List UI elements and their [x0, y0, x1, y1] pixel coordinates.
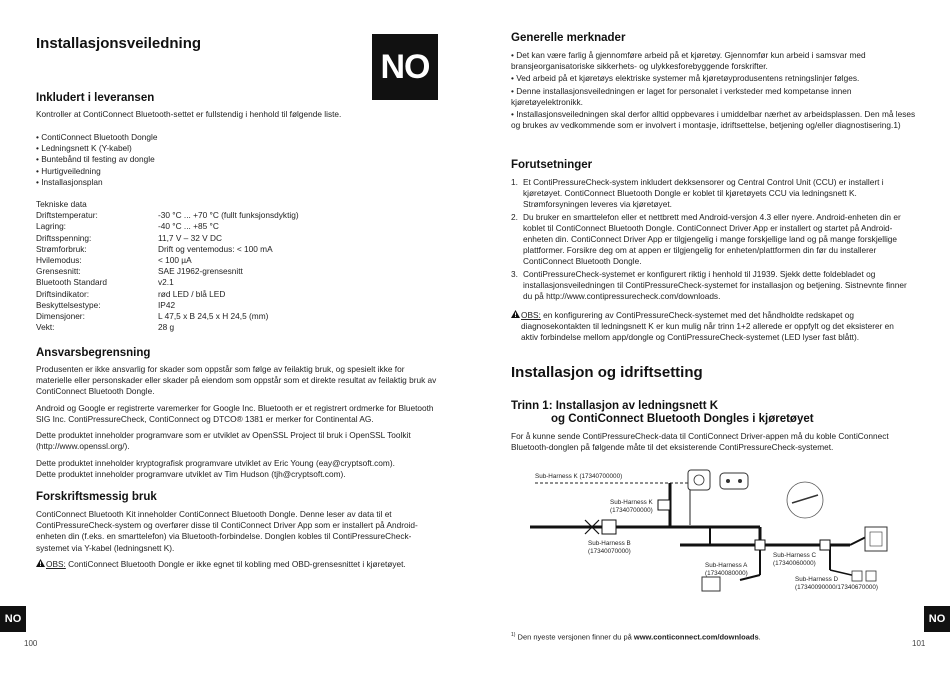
spec-key: Bluetooth Standard — [36, 277, 108, 288]
page-title: Installasjonsveiledning — [36, 35, 202, 52]
list-item — [511, 269, 916, 303]
spec-key: Driftsindikator: — [36, 288, 90, 299]
liability-p4: Dette produktet inneholder kryptografisk programvare utviklet av Eric Young (eay@cryptsoft.com). — [36, 458, 395, 468]
included-heading: Inkludert i leveransen — [36, 92, 155, 104]
list-item: • Hurtigveiledning — [36, 166, 436, 177]
spec-key: Hvilemodus: — [36, 255, 82, 266]
spec-row — [36, 311, 456, 322]
item-text: Et ContiPressureCheck-system inkludert dekksensorer og Central Control Unit (CCU) er installert i kjøretøyet. ContiConnect Bluetooth Dongle er koblet til kjøretøyets CCU via ledningsnett K. Strømforsyningen leveres via kjøretøyet. — [523, 177, 884, 210]
sub-harness-b-label — [588, 540, 631, 555]
spec-key: Lagring: — [36, 221, 66, 232]
item-text: Du bruker en smarttelefon eller et nettbrett med Android-versjon 4.3 eller nyere. Android-enheten din er koblet til ContiConnect Bluetooth Dongle. ContiConnect Driver App er installert og startet på Android-enheten din. ContiConnect Driver App er tilgjengelig i mange forskjellige land og på mange forskjellige plattformer. Forsikre deg om at appen er tilgjengelig for enheten/plattformen din før du installerer ContiConnect Bluetooth Dongle. — [523, 211, 901, 267]
spec-value: Drift og ventemodus: < 100 mA — [158, 243, 273, 254]
list-item: • Installasjonsveiledningen skal derfor alltid oppbevares i umiddelbar nærhet av arbeidsplassen. Den må leses og brukes av vedkommende som er involvert i montasje, idriftsettelse, betjening og/eller diagnostisering.1) — [511, 109, 916, 131]
footnote-end: . — [758, 632, 761, 642]
spec-value: 28 g — [158, 322, 175, 333]
obs-note — [511, 310, 911, 344]
spec-row — [36, 244, 456, 255]
list-item: • Det kan være farlig å gjennomføre arbeid på et kjøretøy. Gjennomfør kun arbeid i samsvar med bransjeorganisatoriske sikkerhets- og ulykkesforebyggende forskrifter. — [511, 50, 916, 72]
step-heading-line2: og ContiConnect Bluetooth Dongles i kjøretøyet — [551, 413, 814, 425]
spec-value: rød LED / blå LED — [158, 288, 226, 299]
list-item: • Installasjonsplan — [36, 177, 436, 188]
language-tab: NO — [924, 606, 950, 632]
spec-key: Dimensjoner: — [36, 311, 85, 322]
list-item: • Ved arbeid på et kjøretøys elektriske systemer må kjøretøyprodusentens retningslinjer følges. — [511, 73, 916, 84]
liability-p3: Dette produktet inneholder programvare som er utviklet av OpenSSL Project til bruk i OpenSSL Toolkit (http://www.openssl.org/). — [36, 430, 411, 452]
list-item: • Denne installasjonsveiledningen er laget for personalet i verksteder med kompetanse innen kjøretøyelektronikk. — [511, 86, 916, 108]
spec-row — [36, 266, 456, 277]
label-name: Sub-Harness D — [795, 576, 839, 583]
liability-p1: Produsenten er ikke ansvarlig for skader som oppstår som følge av feilaktig bruk, og spesielt ikke for materielle eller personskader eller skader på eiendom som oppstår som et direkte resultat av feilaktig bruk av ContiConnect Bluetooth Dongle. — [36, 364, 437, 397]
obs-note — [36, 559, 436, 570]
spec-row — [36, 300, 456, 311]
spec-value: -30 °C ... +70 °C (fullt funksjonsdyktig) — [158, 210, 299, 221]
sub-harness-c-label — [773, 552, 816, 567]
label-name: Sub-Harness A — [705, 562, 748, 569]
spec-row — [36, 233, 456, 244]
specs-heading: Tekniske data — [36, 199, 87, 209]
list-item: • Buntebånd til festing av dongle — [36, 154, 436, 165]
spec-value: L 47,5 x B 24,5 x H 24,5 (mm) — [158, 311, 269, 322]
language-badge: NO — [372, 34, 438, 100]
obs-label: OBS: — [46, 559, 66, 569]
spec-key: Driftstemperatur: — [36, 210, 98, 221]
spec-row — [36, 322, 456, 333]
liability-p2: Android og Google er registrerte varemerker for Google Inc. Bluetooth er et registrert ordmerke for Bluetooth SIG Inc. ContiPressureCheck, ContiConnect og DTCO® 1381 er merker for Continental AG. — [36, 403, 434, 425]
label-part: (17340070000) — [588, 547, 631, 555]
sub-harness-a-label — [705, 562, 748, 577]
included-list — [36, 132, 436, 188]
list-item: • Ledningsnett K (Y-kabel) — [36, 143, 436, 154]
footnote-text: Den nyeste versjonen finner du på — [517, 632, 632, 642]
item-text: ContiPressureCheck-systemet er konfigurert riktig i henhold til J1939. Sjekk dette foldebladet og installasjonsveiledningen til ContiPressureCheck-systemet for installasjon og betjening. Sistnevnte finner du på http://www.contipressurecheck.com/downloads. — [523, 268, 907, 302]
spec-row — [36, 255, 456, 266]
prereq-heading: Forutsetninger — [511, 159, 593, 171]
liability-p5: Dette produktet inneholder programvare utviklet av Tim Hudson (tjh@cryptsoft.com). — [36, 469, 346, 479]
spec-key: Vekt: — [36, 322, 55, 333]
prereq-list — [511, 177, 916, 303]
spec-row — [36, 289, 456, 300]
item-number: 3. — [511, 268, 518, 279]
list-item — [511, 177, 916, 211]
sub-harness-k-label — [610, 499, 653, 514]
spec-value: IP42 — [158, 299, 176, 310]
label-part: (17340700000) — [610, 506, 653, 514]
label-name: Sub-Harness K — [610, 499, 653, 506]
footnote — [511, 630, 921, 643]
item-number: 1. — [511, 177, 518, 187]
intended-use-heading: Forskriftsmessig bruk — [36, 491, 157, 503]
spec-key: Beskyttelsestype: — [36, 299, 101, 310]
footnote-mark: 1) — [511, 632, 516, 638]
spec-row — [36, 210, 456, 221]
item-number: 2. — [511, 211, 518, 222]
spec-value: SAE J1962-grensesnitt — [158, 266, 243, 277]
spec-value: < 100 µA — [158, 255, 192, 266]
warning-icon — [36, 559, 46, 570]
warning-icon — [511, 310, 521, 344]
step-heading-line1: Trinn 1: Installasjon av ledningsnett K — [511, 400, 719, 412]
spec-key: Grensesnitt: — [36, 266, 81, 277]
liability-heading: Ansvarsbegrensning — [36, 347, 151, 359]
install-heading: Installasjon og idriftsetting — [511, 364, 703, 381]
spec-row — [36, 277, 456, 288]
obs-text: ContiConnect Bluetooth Dongle er ikke egnet til kobling med OBD-grensesnittet i kjøretøyet. — [68, 559, 406, 569]
page-number: 101 — [912, 639, 926, 648]
spec-key: Strømforbruk: — [36, 243, 87, 254]
footnote-url: www.conticonnect.com/downloads — [633, 632, 759, 642]
general-heading: Generelle merknader — [511, 32, 626, 44]
obs-text: en konfigurering av ContiPressureCheck-systemet med det håndholdte redskapet og diagnosekontakten til ledningsnett K er kun mulig når trinn 1+2 allerede er oppfylt og det eksisterer en aktiv forbindelse mellom app/dongle og ContiPressureCheck-systemet (LED lyser fast blått). — [521, 310, 894, 343]
label-name: Sub-Harness C — [773, 552, 817, 559]
label-part: (17340080000) — [705, 569, 748, 577]
list-item — [511, 212, 916, 268]
general-list — [511, 50, 916, 131]
install-p1: For å kunne sende ContiPressureCheck-data til ContiConnect Driver-appen må du koble ContiConnect Bluetooth-donglen på følgende måte til det eksisterende ContiPressureCheck-systemet. — [511, 431, 889, 453]
language-tab: NO — [0, 606, 26, 632]
label-part: (17340060000) — [773, 559, 816, 567]
label-name: Sub-Harness B — [588, 540, 631, 547]
sub-harness-k-top-label: Sub-Harness K (17340700000) — [535, 473, 623, 480]
spec-value: 11,7 V – 32 V DC — [158, 232, 222, 243]
page-number: 100 — [24, 639, 38, 648]
spec-value: -40 °C ... +85 °C — [158, 221, 219, 232]
sub-harness-d-label — [795, 576, 878, 591]
wiring-diagram — [530, 465, 910, 605]
label-part: (17340090000/17340670000) — [795, 583, 878, 591]
obs-label: OBS: — [521, 310, 541, 320]
spec-value: v2.1 — [158, 277, 174, 288]
list-item: • ContiConnect Bluetooth Dongle — [36, 132, 436, 143]
intended-use-p1: ContiConnect Bluetooth Kit inneholder ContiConnect Bluetooth Dongle. Denne leser av data til et ContiPressureCheck-system og overfører disse til ContiConnect Driver App som er installert på Android-enheten din (f.eks. en smarttelefon) via Bluetooth-forbindelse. Donglen kobles til ContiPressureCheck-systemet via Y-kabel (ledningsnett K). — [36, 509, 418, 553]
spec-row — [36, 221, 456, 232]
specs-table — [36, 199, 456, 333]
included-intro: Kontroller at ContiConnect Bluetooth-settet er fullstendig i henhold til følgende liste. — [36, 109, 342, 119]
spec-key: Driftsspenning: — [36, 232, 92, 243]
